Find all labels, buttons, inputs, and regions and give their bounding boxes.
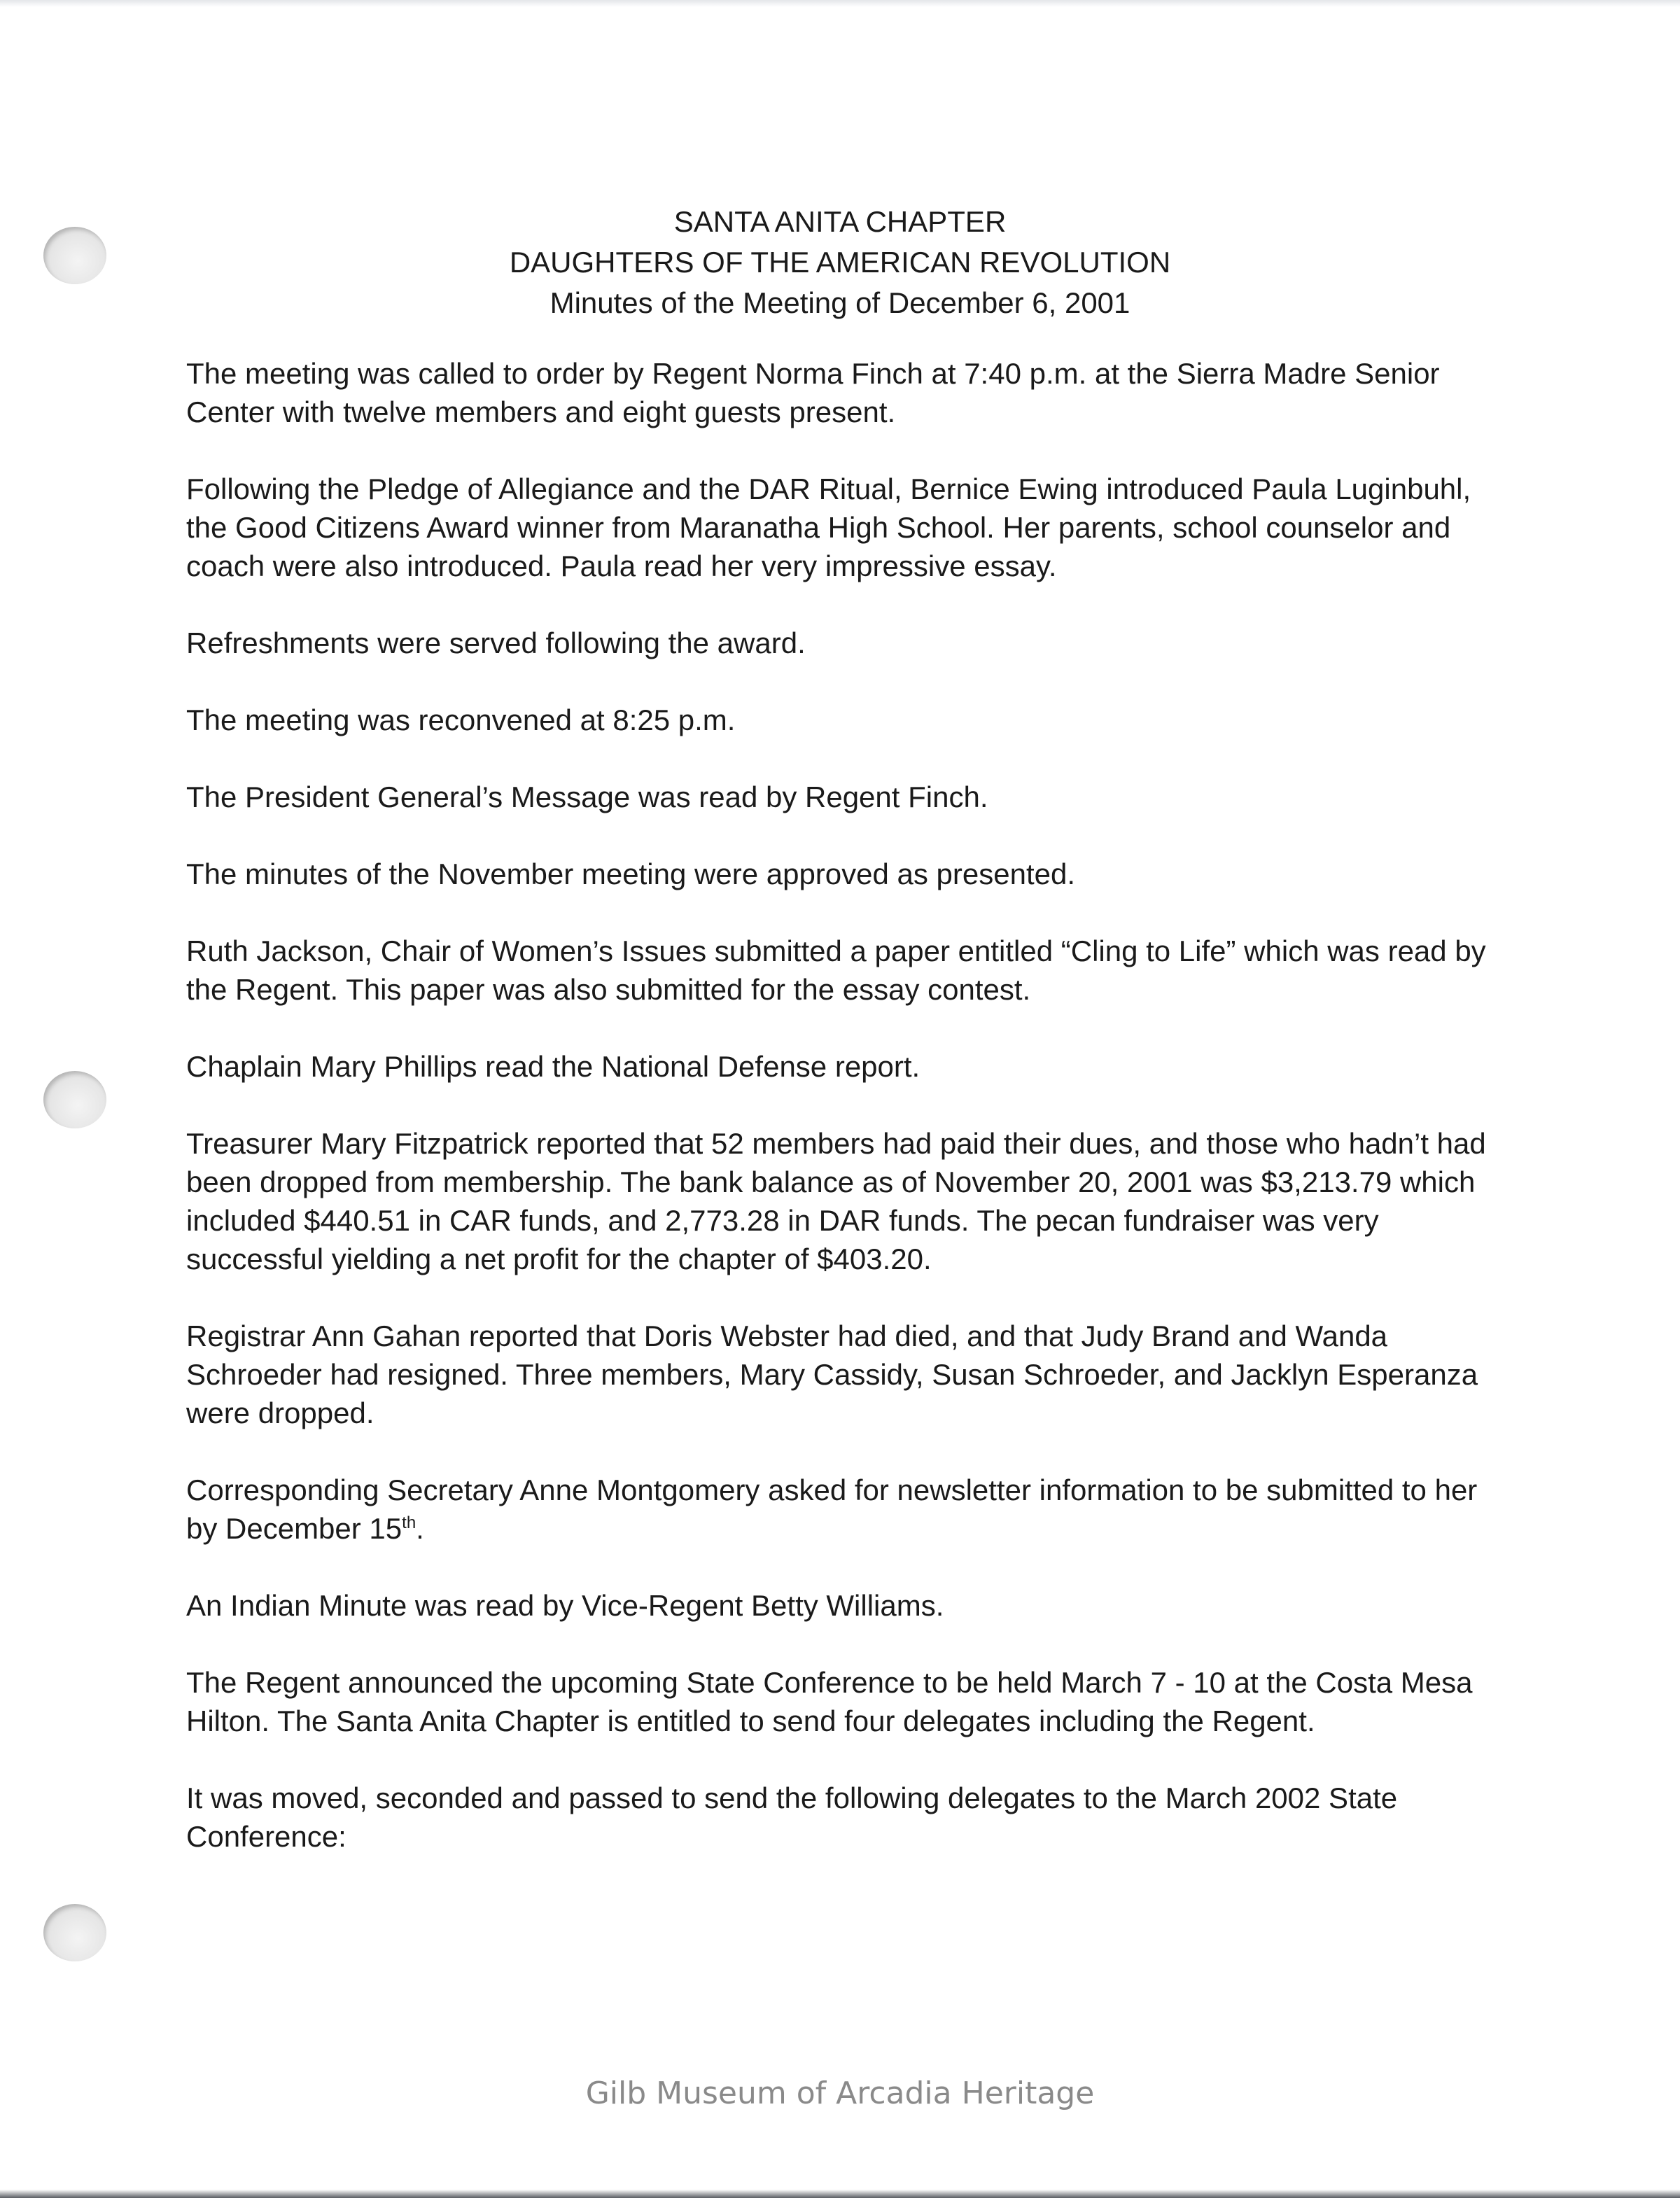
scan-top-edge (0, 0, 1680, 7)
paragraph-minutes-approved: The minutes of the November meeting were approved as presented. (186, 858, 1076, 890)
newsletter-text: Corresponding Secretary Anne Montgomery asked for newsletter information to be submitted to her by December 15 (186, 1474, 1478, 1545)
paragraph-registrar: Registrar Ann Gahan reported that Doris Webster had died, and that Judy Brand and Wanda Schroeder had resigned. Three members, Mary Cassidy, Susan Schroeder, and Jacklyn Esperanza were dropped. (186, 1320, 1478, 1429)
paragraph-call-to-order: The meeting was called to order by Regent Norma Finch at 7:40 p.m. at the Sierra Madre Senior Center with twelve members and eight guests present. (186, 357, 1440, 428)
paragraph-indian-minute: An Indian Minute was read by Vice-Regent Betty Williams. (186, 1589, 944, 1622)
paragraph-national-defense: Chaplain Mary Phillips read the National Defense report. (186, 1050, 920, 1083)
paragraph-newsletter (186, 1471, 1502, 1548)
paragraph-president-general: The President General’s Message was read by Regent Finch. (186, 780, 988, 813)
organization-name: DAUGHTERS OF THE AMERICAN REVOLUTION (509, 246, 1171, 279)
newsletter-end: . (416, 1512, 424, 1545)
paragraph-reconvened: The meeting was reconvened at 8:25 p.m. (186, 704, 736, 736)
document-header (0, 202, 1680, 323)
minutes-body (186, 354, 1502, 1894)
paragraph-womens-issues: Ruth Jackson, Chair of Women’s Issues submitted a paper entitled “Cling to Life” which was read by the Regent. This paper was also submitted for the essay contest. (186, 934, 1486, 1006)
minutes-title: Minutes of the Meeting of December 6, 2001 (550, 286, 1130, 319)
paragraph-pledge-award: Following the Pledge of Allegiance and the DAR Ritual, Bernice Ewing introduced Paula Luginbuhl, the Good Citizens Award winner from Maranatha High School. Her parents, school counselor and coach were also introduced. Paula read her very impressive essay. (186, 472, 1471, 582)
scan-bottom-edge (0, 2190, 1680, 2198)
punch-hole (43, 1904, 106, 1961)
museum-watermark: Gilb Museum of Arcadia Heritage (585, 2076, 1095, 2111)
paragraph-delegates-motion: It was moved, seconded and passed to send the following delegates to the March 2002 State Conference: (186, 1782, 1398, 1853)
punch-hole (43, 1071, 106, 1128)
paragraph-treasurer: Treasurer Mary Fitzpatrick reported that 52 members had paid their dues, and those who hadn’t had been dropped from membership. The bank balance as of November 20, 2001 was $3,213.79 which included $440.51 in CAR funds, and 2,773.28 in DAR funds. The pecan fundraiser was very successful yielding a net profit for the chapter of $403.20. (186, 1127, 1486, 1275)
ordinal-superscript: th (402, 1513, 416, 1532)
chapter-name: SANTA ANITA CHAPTER (673, 205, 1007, 238)
paragraph-state-conference: The Regent announced the upcoming State Conference to be held March 7 - 10 at the Costa Mesa Hilton. The Santa Anita Chapter is entitled to send four delegates including the Regent. (186, 1666, 1473, 1737)
paragraph-refreshments: Refreshments were served following the award. (186, 626, 806, 659)
